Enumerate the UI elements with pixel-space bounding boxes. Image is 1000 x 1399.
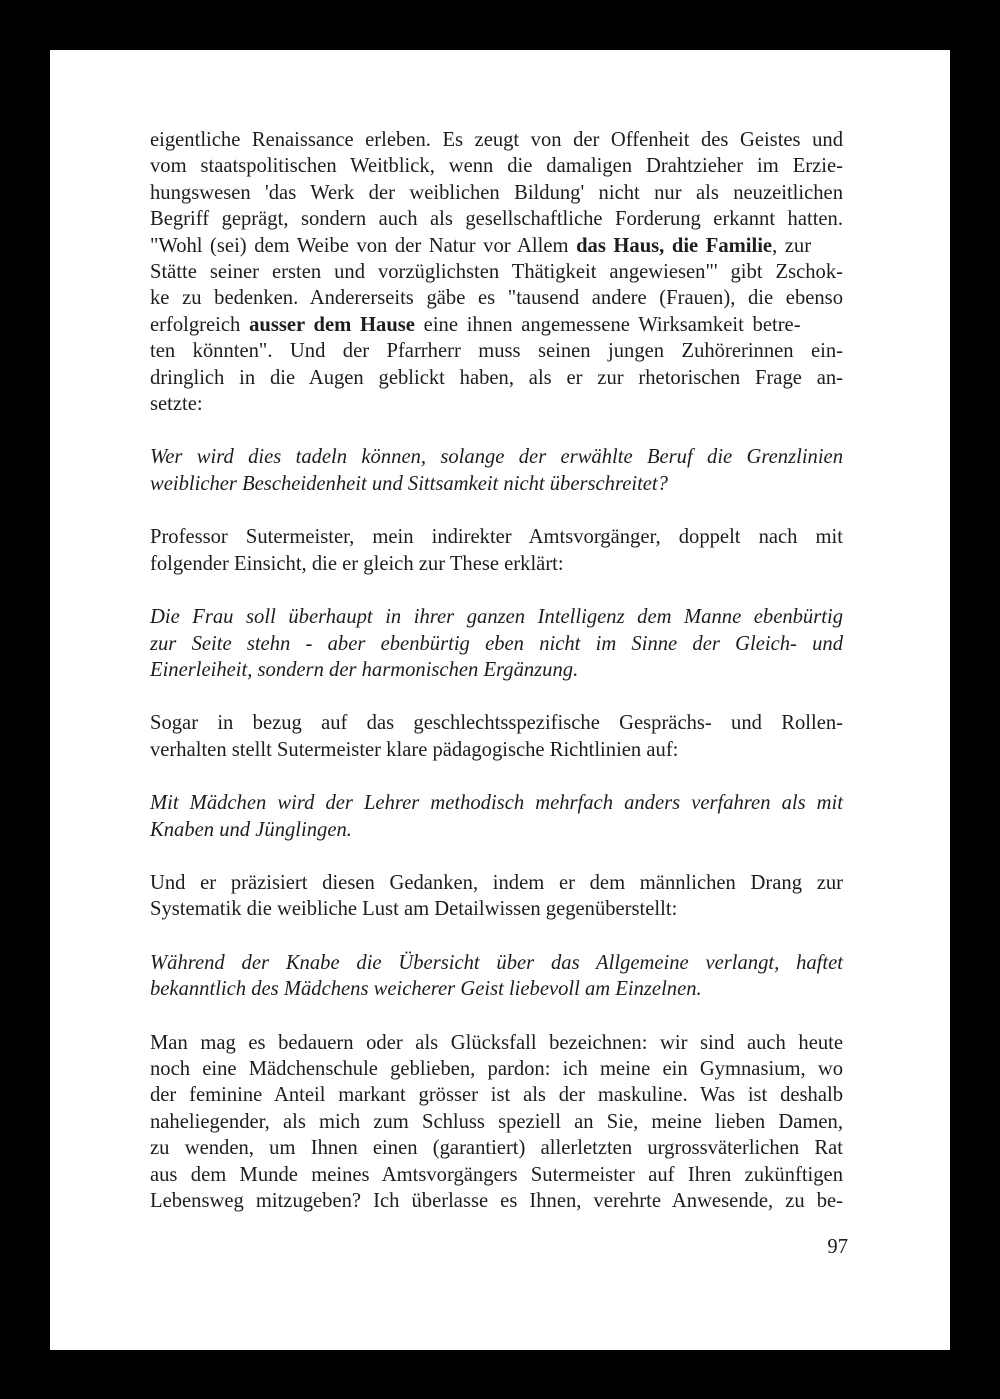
quote-line: Die Frau soll überhaupt in ihrer ganzen Intelligenz dem Manne ebenbürtig — [150, 606, 843, 629]
paragraph-4 — [150, 870, 843, 923]
text-line: naheliegender, als mich zum Schluss speziell an Sie, meine lieben Damen, — [150, 1110, 843, 1133]
quote-line: Mit Mädchen wird der Lehrer methodisch mehrfach anders verfahren als mit — [150, 792, 843, 815]
paragraph-5 — [150, 1030, 843, 1215]
quote-line: Während der Knabe die Übersicht über das Allgemeine verlangt, haftet — [150, 951, 843, 974]
text-line: aus dem Munde meines Amtsvorgängers Sutermeister auf Ihren zukünftigen — [150, 1163, 843, 1186]
text-run: eine ihnen angemessene Wirksamkeit betre- — [414, 313, 801, 336]
text-line: Systematik die weibliche Lust am Detailwissen gegenüberstellt: — [150, 898, 678, 921]
quote-line: bekanntlich des Mädchens weicherer Geist liebevoll am Einzelnen. — [150, 978, 702, 1001]
text-line: Begriff geprägt, sondern auch als gesellschaftliche Forderung erkannt hatten. — [150, 208, 843, 231]
text-run: "Wohl (sei) dem Weibe von der Natur vor Allem — [150, 234, 577, 257]
quote-line: Knaben und Jünglingen. — [150, 818, 352, 841]
bold-phrase: das Haus, die Familie — [576, 234, 773, 257]
bold-phrase: ausser dem Hause — [249, 313, 415, 336]
paragraph-2 — [150, 524, 843, 577]
text-line: Man mag es bedauern oder als Glücksfall bezeichnen: wir sind auch heute — [150, 1031, 843, 1054]
quote-3 — [150, 790, 843, 843]
quote-2 — [150, 604, 843, 683]
quote-1 — [150, 444, 843, 497]
paragraph-1 — [150, 127, 843, 417]
text-line: hungswesen 'das Werk der weiblichen Bildung' nicht nur als neuzeitlichen — [150, 181, 843, 204]
text-line: Stätte seiner ersten und vorzüglichsten Thätigkeit angewiesen"' gibt Zschok- — [150, 261, 843, 284]
text-line: eigentliche Renaissance erleben. Es zeugt von der Offenheit des Geistes und — [150, 129, 843, 151]
quote-line: weiblicher Bescheidenheit und Sittsamkeit nicht überschreitet? — [150, 472, 668, 495]
text-line: noch eine Mädchenschule geblieben, pardon: ich meine ein Gymnasium, wo — [150, 1057, 843, 1080]
body-text — [150, 127, 843, 1214]
text-line: Professor Sutermeister, mein indirekter Amtsvorgänger, doppelt nach mit — [150, 526, 843, 549]
text-line: zu wenden, um Ihnen einen (garantiert) allerletzten urgrossväterlichen Rat — [150, 1137, 843, 1160]
text-line: der feminine Anteil markant grösser ist als der maskuline. Was ist deshalb — [150, 1084, 843, 1107]
quote-line: zur Seite stehn - aber ebenbürtig eben nicht im Sinne der Gleich- und — [150, 632, 843, 655]
text-line — [150, 233, 843, 259]
text-line: Lebensweg mitzugeben? Ich überlasse es Ihnen, verehrte Anwesende, zu be- — [150, 1190, 843, 1212]
text-line: ke zu bedenken. Andererseits gäbe es "tausend andere (Frauen), die ebenso — [150, 287, 843, 310]
text-line: ten könnten". Und der Pfarrherr muss seinen jungen Zuhörerinnen ein- — [150, 340, 843, 363]
quote-line: Wer wird dies tadeln können, solange der erwählte Beruf die Grenzlinien — [150, 446, 843, 469]
page-number: 97 — [827, 1236, 848, 1258]
quote-line: Einerleiheit, sondern der harmonischen Ergänzung. — [150, 658, 579, 681]
text-run: erfolgreich — [150, 313, 250, 336]
quote-4 — [150, 950, 843, 1003]
document-page — [50, 50, 950, 1350]
text-line: dringlich in die Augen geblickt haben, als er zur rhetorischen Frage an- — [150, 366, 843, 389]
paragraph-3 — [150, 710, 843, 763]
text-line: Sogar in bezug auf das geschlechtsspezifische Gesprächs- und Rollen- — [150, 712, 843, 735]
text-run: , zur — [772, 234, 812, 257]
text-line: folgender Einsicht, die er gleich zur These erklärt: — [150, 552, 564, 575]
text-line: setzte: — [150, 393, 203, 416]
text-line: verhalten stellt Sutermeister klare pädagogische Richtlinien auf: — [150, 738, 679, 761]
text-line: vom staatspolitischen Weitblick, wenn die damaligen Drahtzieher im Erzie- — [150, 155, 843, 178]
text-line: Und er präzisiert diesen Gedanken, indem er dem männlichen Drang zur — [150, 871, 843, 894]
text-line — [150, 312, 843, 338]
